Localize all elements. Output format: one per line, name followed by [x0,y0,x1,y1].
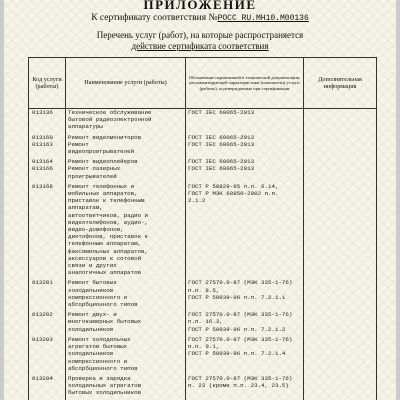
table-row [29,141,377,158]
row-code: 013203 [29,336,66,375]
row-service-name: Ремонт холодильных агрегатов бытовых холодильников компрессионного и абсорбционного типов [66,336,186,375]
table-row [29,109,377,134]
table-row [29,158,377,165]
row-code: 013202 [29,311,66,336]
row-documents: ГОСТ 27570.0-87 (МЭК 335-1-76) п. 23 (кроме п.п. 23.4, 23.5) [186,375,304,400]
table-header-row [29,58,377,109]
row-info [304,336,377,375]
row-info [304,141,377,158]
row-info [304,158,377,165]
table-row [29,165,377,182]
row-service-name: Ремонт видеоплейеров [66,158,186,165]
subtitle-line-2: действие сертификата соответствия [131,41,269,51]
row-code: 013136 [29,109,66,134]
table-row [29,279,377,311]
row-info [304,183,377,280]
certificate-reference [4,13,396,23]
certificate-number: РОСС RU.МН10.М00136 [217,14,309,23]
row-documents: ГОСТ 27570.0-87 (МЭК 335-1-76) п.п. 8.5, ГОСТ Р 50939-96 п.п. 7.2.1.1 [186,279,304,311]
row-info [304,165,377,182]
row-service-name: Техническое обслуживание бытовой радиоэлектронной аппаратуры [66,109,186,134]
row-service-name: Ремонт лазерных проигрывателей [66,165,186,182]
row-service-name: Ремонт телефонных и мобильных аппаратов, приставок к телефонным аппаратам, автоответчиков, радио и видеотелефонов, аудио-, видео-домофонов, диктофонов, приставок к телефонным аппаратам, факсимильных аппаратов, аксессуаров к сотовой связи и других аналогичных аппаратов [66,183,186,280]
table-row [29,183,377,280]
row-service-name: Ремонт видеопроигрывателей [66,141,186,158]
row-info [304,375,377,400]
row-documents: ГОСТ IEC 60065-2013 [186,165,304,182]
row-code: 013168 [29,183,66,280]
row-service-name: Ремонт двух- и многокамерных бытовых холодильников [66,311,186,336]
row-documents: ГОСТ 27570.0-87 (МЭК 335-1-76) п.п. 9.1, ГОСТ Р 50939-96 п.п. 7.2.1.4 [186,336,304,375]
row-service-name: Проверка и зарядка холодильных агрегатов бытовых холодильников [66,375,186,400]
row-documents: ГОСТ IEC 60065-2013 [186,141,304,158]
row-documents: ГОСТ Р 50829-95 п.п. 6.14, ГОСТ Р МЭК 60950-2002 п.п. 2.1.2 [186,183,304,280]
row-code: 013201 [29,279,66,311]
table-row [29,134,377,141]
row-documents: ГОСТ IEC 60065-2013 [186,158,304,165]
subtitle-line-1: Перечень услуг (работ), на которые распространяется [96,30,304,40]
row-code: 013204 [29,375,66,400]
certificate-appendix-page [4,0,396,400]
row-documents: ГОСТ IEC 60065-2013 [186,109,304,134]
table-body [29,109,377,400]
header-code: Код услуги (работы) [29,58,66,109]
row-service-name: Ремонт бытовых холодильников компрессионного и абсорбционного типов [66,279,186,311]
table-row [29,311,377,336]
document-heading: ПРИЛОЖЕНИЕ [143,0,257,12]
row-code: 013166 [29,165,66,182]
row-code: 013163 [29,141,66,158]
header-info: Дополнительная информация [304,58,377,109]
table-row [29,375,377,400]
row-documents: ГОСТ 27570.0-87 (МЭК 335-1-76) п.п. 16.3, ГОСТ Р 50939-96 п.п. 7.2.1.2 [186,311,304,336]
row-info [304,109,377,134]
services-table [28,57,377,400]
certificate-prefix: К сертификату соответствия № [91,13,218,23]
row-service-name: Ремонт видеомониторов [66,134,186,141]
table-row [29,336,377,375]
row-code: 013160 [29,134,66,141]
document-subtitle [4,30,396,52]
header-name: Наименование услуги (работы) [66,58,186,109]
row-info [304,279,377,311]
row-info [304,311,377,336]
row-info [304,134,377,141]
row-code: 013164 [29,158,66,165]
header-docs: Обозначение нормативной и технической документации, регламентирующей характеристики (показатели) услуги (работы), подтверждаемые при сертификации [186,58,304,109]
row-documents: ГОСТ IEC 60065-2013 [186,134,304,141]
